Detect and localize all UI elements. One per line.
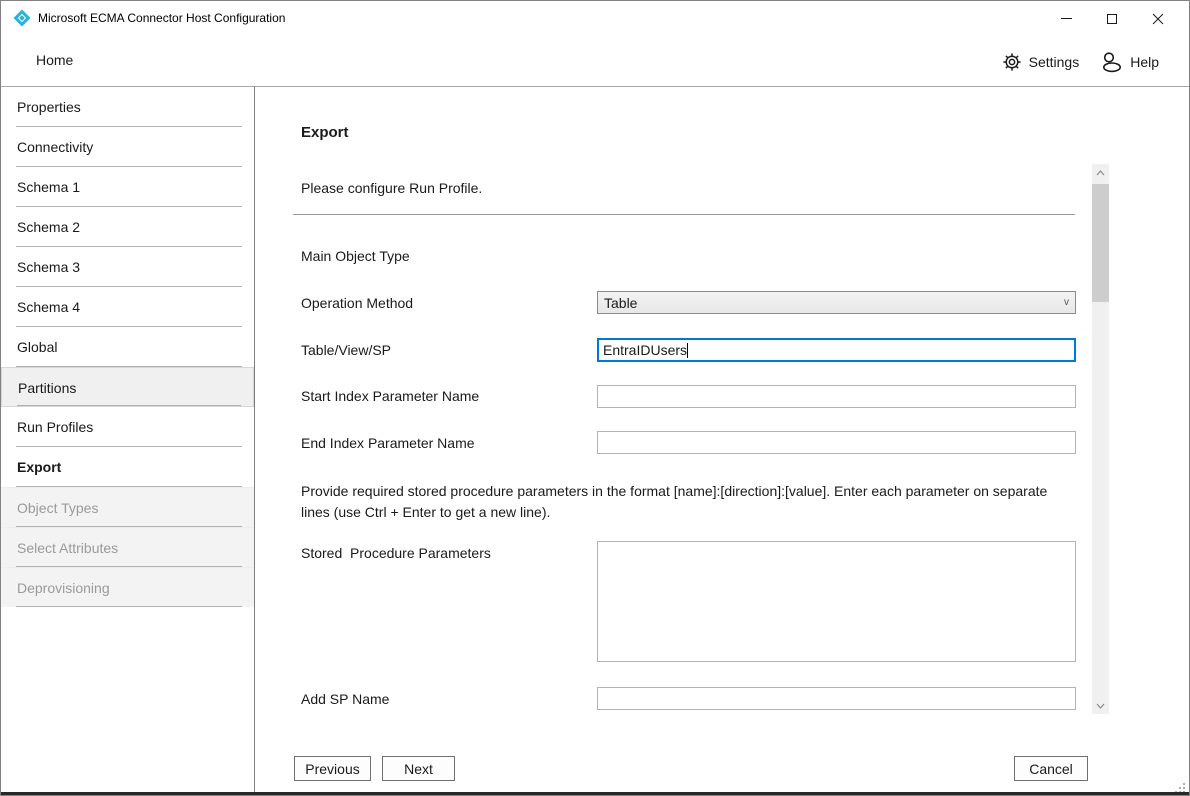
title-bar bbox=[1, 1, 1189, 36]
main-object-type-label: Main Object Type bbox=[301, 248, 410, 264]
gear-icon bbox=[1001, 51, 1023, 73]
sidebar-item-deprovisioning: Deprovisioning bbox=[1, 567, 254, 607]
sidebar-item-schema-2[interactable]: Schema 2 bbox=[1, 207, 254, 247]
end-index-input[interactable] bbox=[597, 431, 1076, 454]
operation-method-select[interactable] bbox=[597, 291, 1076, 314]
next-button[interactable]: Next bbox=[382, 756, 455, 781]
chevron-up-icon bbox=[1096, 170, 1105, 176]
table-view-sp-value: EntraIDUsers bbox=[603, 342, 688, 358]
app-icon bbox=[14, 10, 31, 27]
scrollbar-thumb[interactable] bbox=[1092, 184, 1109, 302]
chevron-down-icon: v bbox=[1064, 297, 1069, 308]
nav-home[interactable]: Home bbox=[36, 52, 74, 68]
add-sp-name-input[interactable] bbox=[597, 687, 1076, 710]
sidebar-item-properties[interactable]: Properties bbox=[1, 87, 254, 127]
close-icon bbox=[1152, 13, 1164, 25]
stored-procedure-parameters-textarea[interactable] bbox=[597, 541, 1076, 662]
maximize-icon bbox=[1107, 14, 1117, 24]
nav-right-group bbox=[1001, 36, 1159, 87]
maximize-button[interactable] bbox=[1089, 1, 1135, 36]
section-divider bbox=[293, 214, 1075, 215]
operation-method-value: Table bbox=[604, 294, 638, 311]
settings-label: Settings bbox=[1028, 53, 1080, 70]
sidebar-item-schema-1[interactable]: Schema 1 bbox=[1, 167, 254, 207]
close-button[interactable] bbox=[1135, 1, 1181, 36]
page-title: Export bbox=[301, 124, 349, 141]
table-view-sp-label: Table/View/SP bbox=[301, 342, 392, 358]
add-sp-name-label: Add SP Name bbox=[301, 691, 390, 707]
nav-settings[interactable] bbox=[1001, 51, 1080, 73]
vertical-scrollbar[interactable] bbox=[1092, 164, 1109, 714]
run-profile-notice: Please configure Run Profile. bbox=[301, 180, 483, 196]
stored-procedure-instructions: Provide required stored procedure parameters in the format [name]:[direction]:[value]. Enter each parameter on separate lines (use Ctrl + Enter to get a new line). bbox=[301, 483, 1048, 520]
scroll-down-button[interactable] bbox=[1092, 697, 1109, 714]
window-controls bbox=[1043, 1, 1181, 36]
sidebar-item-select-attributes: Select Attributes bbox=[1, 527, 254, 567]
minimize-button[interactable] bbox=[1043, 1, 1089, 36]
operation-method-label: Operation Method bbox=[301, 295, 414, 311]
cancel-button[interactable]: Cancel bbox=[1014, 756, 1088, 781]
minimize-icon bbox=[1061, 18, 1072, 19]
person-icon bbox=[1099, 51, 1124, 73]
stored-procedure-parameters-label: Stored Procedure Parameters bbox=[301, 545, 491, 561]
start-index-label: Start Index Parameter Name bbox=[301, 388, 480, 404]
window-title: Microsoft ECMA Connector Host Configuration bbox=[38, 11, 286, 25]
sidebar-item-schema-3[interactable]: Schema 3 bbox=[1, 247, 254, 287]
sidebar-item-connectivity[interactable]: Connectivity bbox=[1, 127, 254, 167]
sidebar-item-global[interactable]: Global bbox=[1, 327, 254, 367]
top-nav bbox=[1, 36, 1189, 87]
start-index-input[interactable] bbox=[597, 385, 1076, 408]
scroll-up-button[interactable] bbox=[1092, 164, 1109, 181]
end-index-label: End Index Parameter Name bbox=[301, 435, 475, 451]
sidebar-item-run-profiles[interactable]: Run Profiles bbox=[1, 407, 254, 447]
sidebar-item-partitions[interactable]: Partitions bbox=[1, 367, 254, 407]
previous-button[interactable]: Previous bbox=[294, 756, 371, 781]
table-view-sp-input[interactable] bbox=[597, 338, 1076, 362]
help-label: Help bbox=[1130, 53, 1159, 70]
sidebar-item-object-types: Object Types bbox=[1, 487, 254, 527]
main-panel bbox=[256, 87, 1188, 792]
sidebar bbox=[1, 87, 255, 792]
chevron-down-icon bbox=[1096, 703, 1105, 709]
nav-help[interactable] bbox=[1099, 51, 1159, 73]
sidebar-item-schema-4[interactable]: Schema 4 bbox=[1, 287, 254, 327]
sidebar-item-export[interactable]: Export bbox=[1, 447, 254, 487]
text-caret bbox=[687, 343, 688, 358]
window-bottom-edge bbox=[1, 792, 1189, 795]
